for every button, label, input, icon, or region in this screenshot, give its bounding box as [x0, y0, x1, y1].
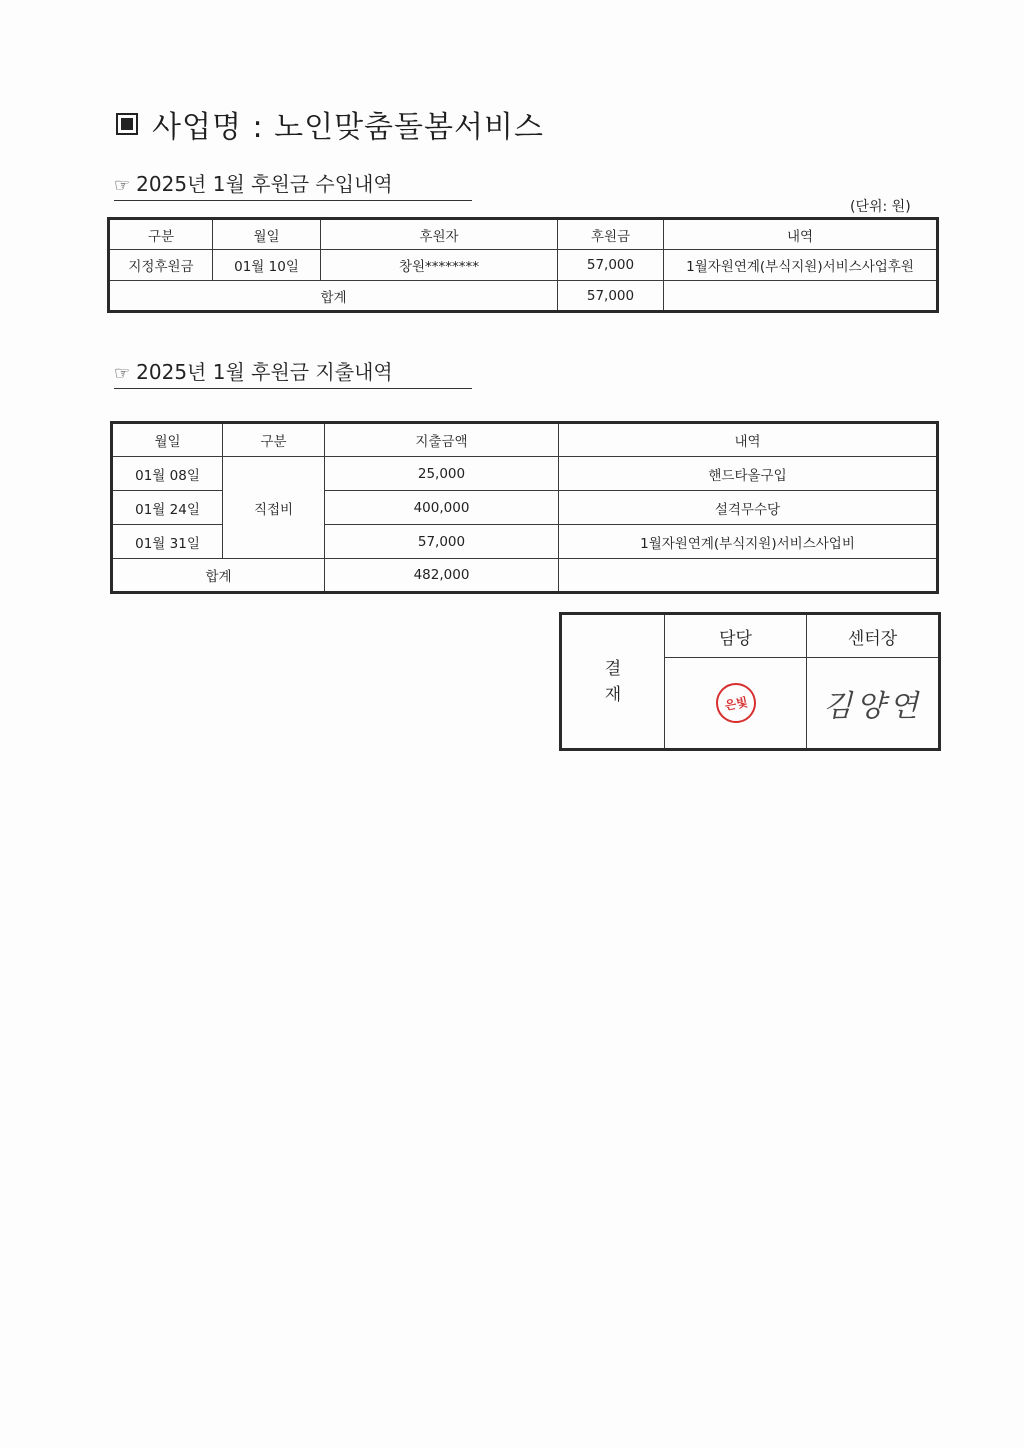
director-sign-cell [807, 658, 940, 750]
header-cell: 지출금액 [325, 423, 559, 457]
seal-stamp: 은빛 [712, 680, 758, 726]
pointing-hand-icon: ☞ [114, 363, 131, 384]
table-row [112, 457, 938, 491]
approval-label: 결재 [561, 614, 665, 750]
date-cell: 01월 31일 [112, 525, 223, 559]
income-table [107, 217, 939, 313]
handwritten-signature: 김양연 [823, 689, 922, 724]
staff-seal-cell [665, 658, 807, 750]
empty-cell [559, 559, 938, 593]
role-director: 센터장 [807, 614, 940, 658]
header-cell: 내역 [559, 423, 938, 457]
donor-cell: 창원******** [321, 250, 558, 281]
detail-cell: 1월자원연계(부식지원)서비스사업비 [559, 525, 938, 559]
date-cell: 01월 08일 [112, 457, 223, 491]
header-cell: 월일 [112, 423, 223, 457]
approval-header-row [561, 614, 940, 658]
amount-cell: 57,000 [325, 525, 559, 559]
amount-cell: 25,000 [325, 457, 559, 491]
title-text: 사업명 : 노인맞춤돌봄서비스 [152, 110, 544, 145]
header-cell: 월일 [213, 219, 321, 250]
total-row [109, 281, 938, 312]
detail-cell: 1월자원연계(부식지원)서비스사업후원 [664, 250, 938, 281]
table-row [109, 250, 938, 281]
header-cell: 구분 [223, 423, 325, 457]
approval-box [559, 612, 941, 751]
table-header-row [109, 219, 938, 250]
expense-table [110, 421, 939, 594]
header-cell: 후원자 [321, 219, 558, 250]
header-cell: 후원금 [558, 219, 664, 250]
detail-cell: 핸드타올구입 [559, 457, 938, 491]
date-cell: 01월 24일 [112, 491, 223, 525]
table-header-row [112, 423, 938, 457]
amount-cell: 400,000 [325, 491, 559, 525]
header-cell: 구분 [109, 219, 213, 250]
role-staff: 담당 [665, 614, 807, 658]
expense-heading: ☞ 2025년 1월 후원금 지출내역 [114, 356, 472, 389]
detail-cell: 설격무수당 [559, 491, 938, 525]
amount-cell: 57,000 [558, 250, 664, 281]
unit-label: (단위: 원) [850, 199, 911, 215]
total-row [112, 559, 938, 593]
category-cell: 지정후원금 [109, 250, 213, 281]
category-cell: 직접비 [223, 457, 325, 559]
empty-cell [664, 281, 938, 312]
total-amount: 482,000 [325, 559, 559, 593]
date-cell: 01월 10일 [213, 250, 321, 281]
total-label: 합계 [112, 559, 325, 593]
total-label: 합계 [109, 281, 558, 312]
total-amount: 57,000 [558, 281, 664, 312]
square-bullet-icon [116, 113, 138, 135]
header-cell: 내역 [664, 219, 938, 250]
pointing-hand-icon: ☞ [114, 175, 131, 196]
document-title [116, 102, 544, 146]
income-heading: ☞ 2025년 1월 후원금 수입내역 [114, 168, 472, 201]
